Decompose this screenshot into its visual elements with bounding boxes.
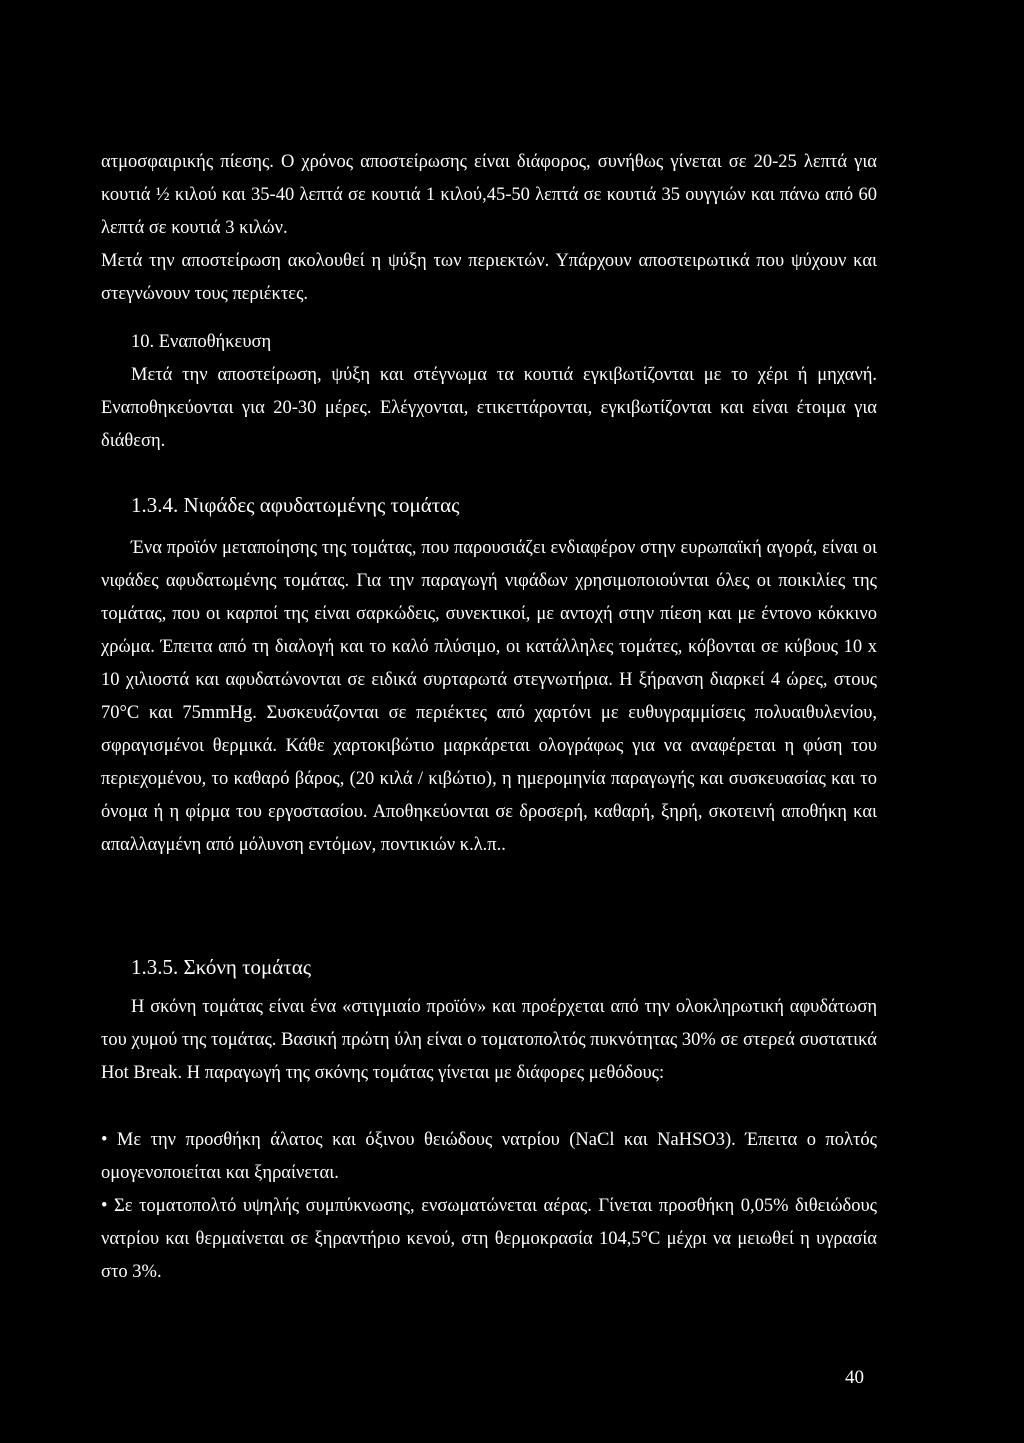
bullet-item-1: • Με την προσθήκη άλατος και όξινου θειώδους νατρίου (NaCl και NaHSO3). Έπειτα ο πολτός ομογενοποιείται και ξηραίνεται. [101, 1130, 877, 1183]
paragraph-tomato-powder: Η σκόνη τομάτας είναι ένα «στιγμιαίο προϊόν» και προέρχεται από την ολοκληρωτική αφυδάτωση του χυμού της τομάτας. Βασική πρώτη ύλη είναι ο τοματοπολτός πυκνότητας 30% σε στερεά συστατικά Hot Break. Η παραγωγή της σκόνης τομάτας γίνεται με διάφορες μεθόδους: [101, 997, 877, 1083]
step-10-title: 10. Εναποθήκευση [131, 332, 272, 352]
paragraph-tomato-flakes: Ένα προϊόν μεταποίησης της τομάτας, που παρουσιάζει ενδιαφέρον στην ευρωπαϊκή αγορά, είναι οι νιφάδες αφυδατωμένης τομάτας. Για την παραγωγή νιφάδων χρησιμοποιούνται όλες οι ποικιλίες της τομάτας, που οι καρποί της είναι σαρκώδεις, συνεκτικοί, με αντοχή στην πίεση και με έντονο κόκκινο χρώμα. Έπειτα από τη διαλογή και το καλό πλύσιμο, οι κατάλληλες τομάτες, κόβονται σε κύβους 10 x 10 χιλιοστά και αφυδατώνονται σε ειδικά συρταρωτά στεγνωτήρια. Η ξήρανση διαρκεί 4 ώρες, στους 70°C και 75mmHg. Συσκευάζονται σε περιέκτες από χαρτόνι με ευθυγραμμίσεις πολυαιθυλενίου, σφραγισμένοι θερμικά. Κάθε χαρτοκιβώτιο μαρκάρεται ολογράφως για να αναφέρεται η φύση του περιεχομένου, το καθαρό βάρος, (20 κιλά / κιβώτιο), η ημερομηνία παραγωγής και συσκευασίας και το όνομα ή η φίρμα του εργοστασίου. Αποθηκεύονται σε δροσερή, καθαρή, ξηρή, σκοτεινή αποθήκη και απαλλαγμένη από μόλυνση εντόμων, ποντικιών κ.λ.π.. [101, 538, 877, 855]
section-heading-134: 1.3.4. Νιφάδες αφυδατωμένης τομάτας [131, 493, 460, 517]
paragraph-cooling: Μετά την αποστείρωση ακολουθεί η ψύξη των περιεκτών. Υπάρχουν αποστειρωτικά που ψύχουν και στεγνώνουν τους περιέκτες. [101, 251, 877, 304]
section-heading-135: 1.3.5. Σκόνη τομάτας [131, 955, 312, 979]
page-number: 40 [845, 1367, 864, 1388]
bullet-item-2: • Σε τοματοπολτό υψηλής συμπύκνωσης, ενσωματώνεται αέρας. Γίνεται προσθήκη 0,05% διθειώδους νατρίου και θερμαίνεται σε ξηραντήριο κενού, στη θερμοκρασία 104,5°C μέχρι να μειωθεί η υγρασία στο 3%. [101, 1196, 877, 1282]
paragraph-sterilization-time: ατμοσφαιρικής πίεσης. Ο χρόνος αποστείρωσης είναι διάφορος, συνήθως γίνεται σε 20-25 λεπτά για κουτιά ½ κιλού και 35-40 λεπτά σε κουτιά 1 κιλού,45-50 λεπτά σε κουτιά 35 ουγγιών και πάνω από 60 λεπτά σε κουτιά 3 κιλών. [101, 152, 877, 238]
paragraph-storage: Μετά την αποστείρωση, ψύξη και στέγνωμα τα κουτιά εγκιβωτίζονται με το χέρι ή μηχανή. Εναποθηκεύονται για 20-30 μέρες. Ελέγχονται, ετικεττάρονται, εγκιβωτίζονται και είναι έτοιμα για διάθεση. [101, 365, 877, 451]
